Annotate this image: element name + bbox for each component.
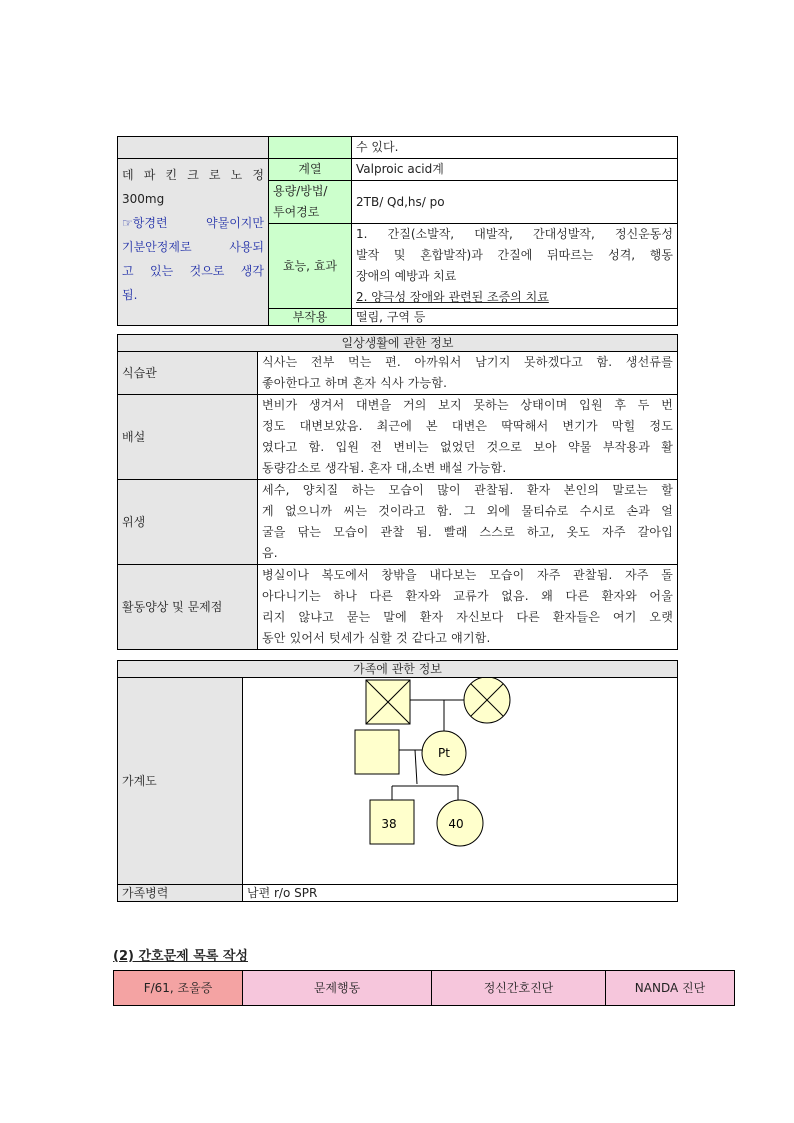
dosage-label-line: 용량/방법/ xyxy=(273,184,328,198)
genogram-cell xyxy=(243,678,678,885)
dosage-value: 2TB/ Qd,hs/ po xyxy=(352,181,678,224)
daily-row-content: 병실이나 복도에서 창밖을 내다보는 모습이 자주 관찰됨. 자주 돌 아다니기는 하나 다른 환자와 교류가 없음. 왜 다른 환자와 어울 리지 않냐고 묻는 말에 환자 자신보다 다른 환자들은 여기 오랫 동안 있어서 텃세가 심할 것 같다고 얘기함. xyxy=(258,565,678,650)
drug-name-cell xyxy=(118,159,269,326)
effect-label: 효능, 효과 xyxy=(269,224,352,309)
genogram-diagram xyxy=(243,678,676,884)
daily-row-label: 위생 xyxy=(118,480,258,565)
drug-name-line: 데 파 킨 크 로 노 정 xyxy=(122,168,264,182)
descent-line xyxy=(415,750,417,784)
daily-row-content: 변비가 생겨서 대변을 거의 보지 못하는 상태이며 입원 후 두 번 정도 대변보았음. 최근에 본 대변은 딱딱해서 변기가 막힐 정도 였다고 함. 입원 전 변비는 없었던 것으로 보아 약물 부작용과 활 동량감소로 생각됨. 혼자 대,소변 배설 가능함. xyxy=(258,395,678,480)
daily-row-label: 식습관 xyxy=(118,352,258,395)
side-effect-value: 떨림, 구역 등 xyxy=(352,309,678,326)
son-age: 38 xyxy=(381,817,397,831)
daily-row-label: 활동양상 및 문제점 xyxy=(118,565,258,650)
effect-line-underlined: 2. 양극성 장애와 관련된 조증의 치료 xyxy=(356,290,549,304)
continued-text: 수 있다. xyxy=(352,137,678,159)
daughter-age: 40 xyxy=(448,817,464,831)
category-value: Valproic acid계 xyxy=(352,159,678,181)
side-effect-label: 부작용 xyxy=(269,309,352,326)
patient-info-header: F/61, 조울증 xyxy=(114,971,243,1006)
daily-life-table xyxy=(117,334,678,650)
patient-label: Pt xyxy=(438,746,450,760)
family-info-table xyxy=(117,660,678,902)
drug-name-line: 300mg xyxy=(122,192,165,206)
effect-line: 발작 및 혼합발작)과 간질에 뒤따르는 성격, 행동 xyxy=(356,248,673,262)
husband-symbol xyxy=(355,730,399,774)
note-line: 고 있는 것으로 생각 xyxy=(122,264,264,278)
effect-line: 1. 간질(소발작, 대발작, 간대성발작, 정신운동성 xyxy=(356,227,673,241)
effect-value xyxy=(352,224,678,309)
category-label: 계열 xyxy=(269,159,352,181)
family-history-value: 남편 r/o SPR xyxy=(243,885,678,902)
empty-cell xyxy=(118,137,269,159)
daily-row-content: 세수, 양치질 하는 모습이 많이 관찰됨. 환자 본인의 말로는 할 게 없으니까 씨는 것이라고 함. 그 외에 물티슈로 수시로 손과 얼 굴을 닦는 모습이 관찰 됨. 빨래 스스로 하고, 옷도 자주 갈아입 음. xyxy=(258,480,678,565)
nanda-dx-header: NANDA 진단 xyxy=(606,971,735,1006)
note-line: 기분안정제로 사용되 xyxy=(122,240,264,254)
genogram-label: 가계도 xyxy=(118,678,243,885)
problem-behavior-header: 문제행동 xyxy=(243,971,432,1006)
daily-life-title: 일상생활에 관한 정보 xyxy=(118,335,678,352)
note-line: 됨. xyxy=(122,288,138,302)
note-line: ☞항경련 약물이지만 xyxy=(122,216,264,230)
dosage-label xyxy=(269,181,352,224)
nursing-problem-table xyxy=(113,970,735,1006)
daily-row-content: 식사는 전부 먹는 편. 아까워서 남기지 못하겠다고 함. 생선류를 좋아한다고 하며 혼자 식사 가능함. xyxy=(258,352,678,395)
dosage-label-line: 투여경로 xyxy=(273,205,320,219)
drug-note xyxy=(122,211,264,307)
section-heading: (2) 간호문제 목록 작성 xyxy=(113,949,248,964)
psych-nursing-dx-header: 정신간호진단 xyxy=(432,971,606,1006)
daily-row-label: 배설 xyxy=(118,395,258,480)
effect-line: 장애의 예방과 치료 xyxy=(356,269,457,283)
family-title: 가족에 관한 정보 xyxy=(118,661,678,678)
drug-info-table xyxy=(117,136,678,326)
empty-cell xyxy=(269,137,352,159)
family-history-label: 가족병력 xyxy=(118,885,243,902)
